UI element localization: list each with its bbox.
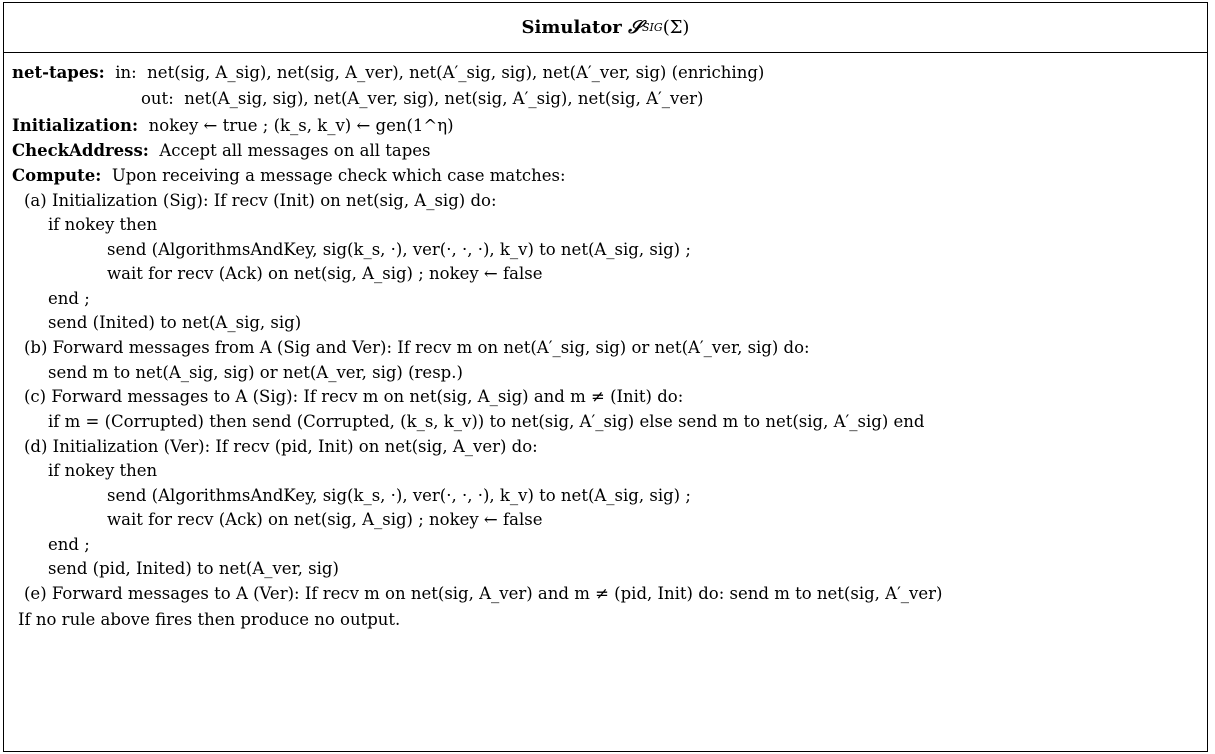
initialization-label: Initialization: <box>12 116 139 135</box>
footer-note: If no rule above fires then produce no output. <box>18 610 401 629</box>
compute-text: Upon receiving a message check which case matches: <box>111 166 566 185</box>
net-tapes-in-line <box>12 62 764 84</box>
rule-d-send: send (AlgorithmsAndKey, sig(k_s, ·), ver(·, ·, ·), k_v) to net(A_sig, sig) ; <box>107 486 691 505</box>
initialization-line <box>12 115 454 137</box>
net-tapes-out-label: out: <box>141 89 174 108</box>
initialization-text: nokey ← true ; (k_s, k_v) ← gen(1^η) <box>148 116 454 135</box>
check-address-label: CheckAddress: <box>12 141 149 160</box>
check-address-line <box>12 140 431 162</box>
check-address-text: Accept all messages on all tapes <box>159 141 431 160</box>
rule-c-body: if m = (Corrupted) then send (Corrupted, (k_s, k_v)) to net(sig, A′_sig) else send m to net(sig, A′_sig) end <box>48 412 925 431</box>
rule-a-send: send (AlgorithmsAndKey, sig(k_s, ·), ver(·, ·, ·), k_v) to net(A_sig, sig) ; <box>107 240 691 259</box>
title-symbol-sub: SIG <box>642 21 663 34</box>
compute-label: Compute: <box>12 166 102 185</box>
net-tapes-label: net-tapes: <box>12 63 105 82</box>
title-prefix: Simulator <box>521 17 622 38</box>
rule-d-end: end ; <box>48 535 90 554</box>
rule-a-header: (a) Initialization (Sig): If recv (Init) on net(sig, A_sig) do: <box>24 191 497 210</box>
rule-a-inited: send (Inited) to net(A_sig, sig) <box>48 313 302 332</box>
title-symbol: 𝒮 <box>628 17 643 38</box>
compute-line <box>12 165 566 187</box>
rule-b-header: (b) Forward messages from A (Sig and Ver): If recv m on net(A′_sig, sig) or net(A′_ver, sig) do: <box>24 338 810 357</box>
rule-d-header: (d) Initialization (Ver): If recv (pid, Init) on net(sig, A_ver) do: <box>24 437 538 456</box>
rule-d-wait: wait for recv (Ack) on net(sig, A_sig) ; nokey ← false <box>107 510 543 529</box>
net-tapes-in-label: in: <box>115 63 137 82</box>
rule-a-if: if nokey then <box>48 215 158 234</box>
rule-c-header: (c) Forward messages to A (Sig): If recv m on net(sig, A_sig) and m ≠ (Init) do: <box>24 387 684 406</box>
rule-a-wait: wait for recv (Ack) on net(sig, A_sig) ; nokey ← false <box>107 264 543 283</box>
net-tapes-out-value: net(A_sig, sig), net(A_ver, sig), net(sig, A′_sig), net(sig, A′_ver) <box>184 89 704 108</box>
rule-e-header: (e) Forward messages to A (Ver): If recv m on net(sig, A_ver) and m ≠ (pid, Init) do: send m to net(sig, A′_ver) <box>24 584 943 603</box>
rule-a-end: end ; <box>48 289 90 308</box>
rule-d-if: if nokey then <box>48 461 158 480</box>
net-tapes-in-value: net(sig, A_sig), net(sig, A_ver), net(A′_sig, sig), net(A′_ver, sig) (enriching) <box>147 63 765 82</box>
simulator-box <box>3 2 1208 752</box>
title-arg: (Σ) <box>662 17 690 38</box>
net-tapes-out-line <box>141 88 703 110</box>
rule-b-send: send m to net(A_sig, sig) or net(A_ver, sig) (resp.) <box>48 363 463 382</box>
page-title <box>4 3 1207 53</box>
rule-d-inited: send (pid, Inited) to net(A_ver, sig) <box>48 559 339 578</box>
